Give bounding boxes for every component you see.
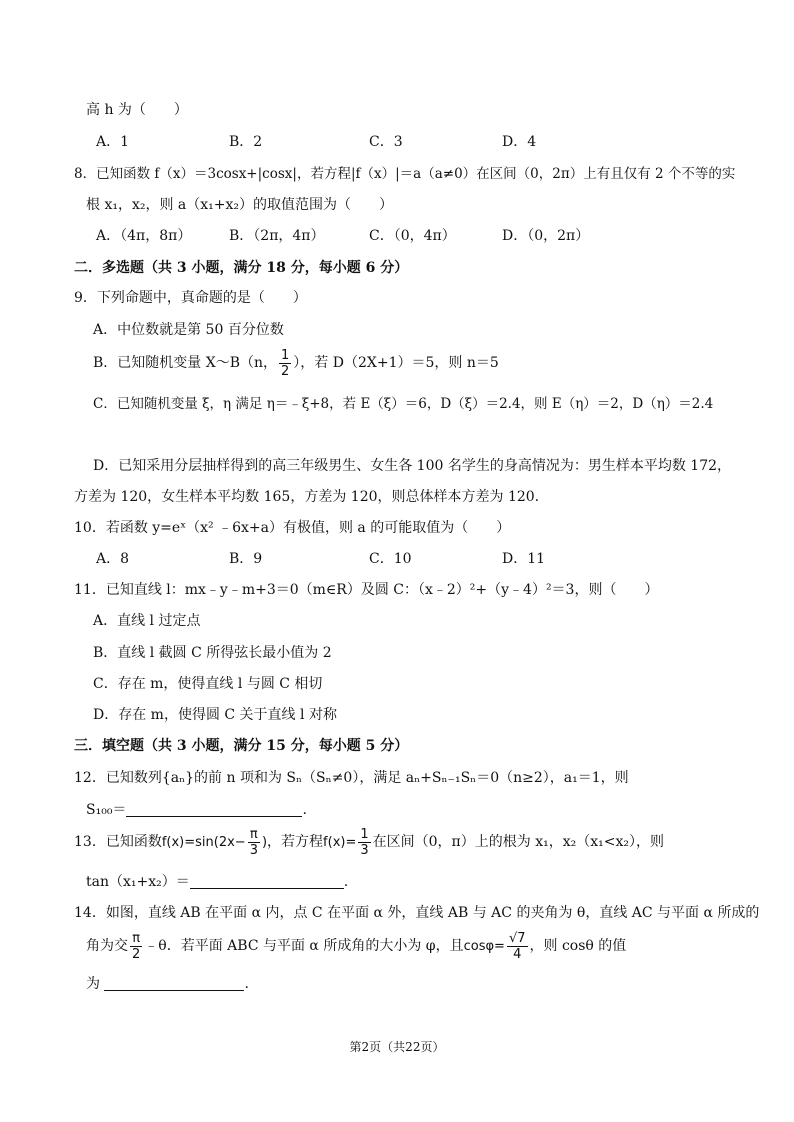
q8-option-d: D．（0，2π） bbox=[502, 228, 590, 244]
q13-eq: f(x)= bbox=[323, 835, 357, 850]
q14-angle-den: 2 bbox=[132, 946, 141, 962]
q14-line2-pre: 角为交 bbox=[86, 938, 128, 954]
q11-stem: 11．已知直线 l：mx﹣y﹣m+3＝0（m∈R）及圆 C：（x﹣2）²+（y﹣4）²＝3，则（ ） bbox=[74, 582, 659, 598]
page-footer: 第2页（共22页） bbox=[349, 1040, 445, 1054]
q14-answer-blank[interactable] bbox=[104, 974, 244, 991]
q14-cos-label: cosφ= bbox=[463, 939, 505, 954]
q9-b-frac-num: 1 bbox=[281, 347, 290, 363]
q11-option-a: A．直线 l 过定点 bbox=[93, 613, 201, 629]
q8-option-c: C．（0，4π） bbox=[369, 228, 456, 244]
q8-line2: 根 x₁，x₂，则 a（x₁+x₂）的取值范围为（ ） bbox=[86, 197, 394, 213]
q7-tail-text: 高 h 为（ ） bbox=[86, 102, 188, 118]
q10-option-a: A．8 bbox=[96, 551, 130, 567]
section3-title: 三．填空题（共 3 小题，满分 15 分，每小题 5 分） bbox=[74, 738, 409, 754]
q11-option-d: D．存在 m，使得圆 C 关于直线 l 对称 bbox=[93, 707, 337, 723]
q9-stem: 9．下列命题中，真命题的是（ ） bbox=[74, 290, 307, 306]
q13-line2 bbox=[86, 872, 348, 892]
q13-mid: ，若方程 bbox=[267, 834, 324, 850]
q14-cos-fraction bbox=[507, 931, 528, 962]
q9-b-frac-den: 2 bbox=[281, 363, 290, 379]
q13-eq-fraction bbox=[358, 827, 370, 858]
q10-stem: 10．若函数 y=eˣ（x² ﹣6x+a）有极值，则 a 的可能取值为（ ） bbox=[74, 520, 511, 536]
q12-line2-end: . bbox=[302, 802, 307, 818]
q9-b-fraction bbox=[279, 348, 291, 379]
q14-line2-post: ，则 cosθ 的值 bbox=[529, 938, 627, 954]
q9-option-d-line2: 方差为 120，女生样本平均数 165，方差为 120，则总体样本方差为 120. bbox=[74, 489, 540, 505]
q13-tan-label: tan（x₁+x₂）＝ bbox=[86, 874, 190, 890]
q12-s100-label: S₁₀₀＝ bbox=[86, 802, 127, 818]
q9-option-c: C．已知随机变量 ξ，η 满足 η＝﹣ξ+8，若 E（ξ）＝6，D（ξ）＝2.4，则 E（η）＝2，D（η）＝2.4 bbox=[93, 396, 714, 412]
q12-line2 bbox=[86, 800, 307, 820]
q9-option-d-line1: D．已知采用分层抽样得到的高三年级男生、女生各 100 名学生的身高情况为：男生样本平均数 172， bbox=[93, 458, 732, 474]
q11-option-c: C．存在 m，使得直线 l 与圆 C 相切 bbox=[93, 676, 323, 692]
q10-option-b: B．9 bbox=[229, 551, 263, 567]
q13-func-num: π bbox=[248, 827, 260, 843]
q13-func-close: ) bbox=[261, 835, 268, 850]
q9-option-a: A．中位数就是第 50 百分位数 bbox=[93, 322, 284, 338]
q7-option-d: D．4 bbox=[502, 134, 537, 150]
q13-func: f(x)=sin(2x− bbox=[161, 835, 246, 850]
q14-line3-end: . bbox=[244, 976, 249, 992]
q13-eq-num: 1 bbox=[360, 826, 369, 842]
section2-title: 二．多选题（共 3 小题，满分 18 分，每小题 6 分） bbox=[74, 260, 409, 276]
q13-func-den: 3 bbox=[249, 842, 258, 858]
q12-answer-blank[interactable] bbox=[126, 800, 302, 817]
q14-cos-den: 4 bbox=[513, 946, 522, 962]
q10-option-d: D．11 bbox=[502, 551, 546, 567]
q10-option-c: C．10 bbox=[369, 551, 412, 567]
q13-func-fraction bbox=[248, 827, 260, 858]
q13-pre: 13．已知函数 bbox=[74, 834, 162, 850]
q14-line2 bbox=[86, 926, 626, 967]
q14-cos-num: √7 bbox=[508, 930, 526, 946]
q14-line2-mid: ﹣θ．若平面 ABC 与平面 α 所成角的大小为 φ，且 bbox=[144, 938, 464, 954]
q11-option-b: B．直线 l 截圆 C 所得弦长最小值为 2 bbox=[93, 645, 332, 661]
q9-option-b bbox=[93, 346, 499, 380]
q14-angle-num: π bbox=[130, 931, 142, 947]
q14-line3-pre: 为 bbox=[86, 976, 100, 992]
q14-angle-fraction bbox=[130, 931, 142, 962]
q14-line3 bbox=[86, 974, 249, 994]
q14-line1: 14．如图，直线 AB 在平面 α 内，点 C 在平面 α 外，直线 AB 与 AC 的夹角为 θ，直线 AC 与平面 α 所成的 bbox=[74, 905, 760, 921]
q9-b-post: ），若 D（2X+1）＝5，则 n＝5 bbox=[293, 355, 499, 371]
q13-eq-den: 3 bbox=[360, 842, 369, 858]
q13-line2-end: . bbox=[343, 874, 349, 890]
q9-b-pre: B．已知随机变量 X～B（n， bbox=[93, 355, 278, 371]
q7-option-b: B．2 bbox=[229, 134, 263, 150]
q8-option-b: B．（2π，4π） bbox=[229, 228, 325, 244]
q13-line1 bbox=[74, 822, 664, 863]
q13-post: 在区间（0，π）上的根为 x₁，x₂（x₁<x₂），则 bbox=[372, 834, 664, 850]
q8-option-a: A．（4π，8π） bbox=[96, 228, 192, 244]
q12-line1: 12．已知数列{aₙ}的前 n 项和为 Sₙ（Sₙ≠0），满足 aₙ+Sₙ₋₁Sₙ＝0（n≥2），a₁＝1，则 bbox=[74, 770, 629, 786]
q8-line1: 8．已知函数 f（x）＝3cosx+|cosx|，若方程|f（x）|＝a（a≠0）在区间（0，2π）上有且仅有 2 个不等的实 bbox=[74, 166, 736, 182]
q13-answer-blank[interactable] bbox=[190, 872, 344, 889]
q7-option-a: A．1 bbox=[96, 134, 130, 150]
q7-option-c: C．3 bbox=[369, 134, 403, 150]
